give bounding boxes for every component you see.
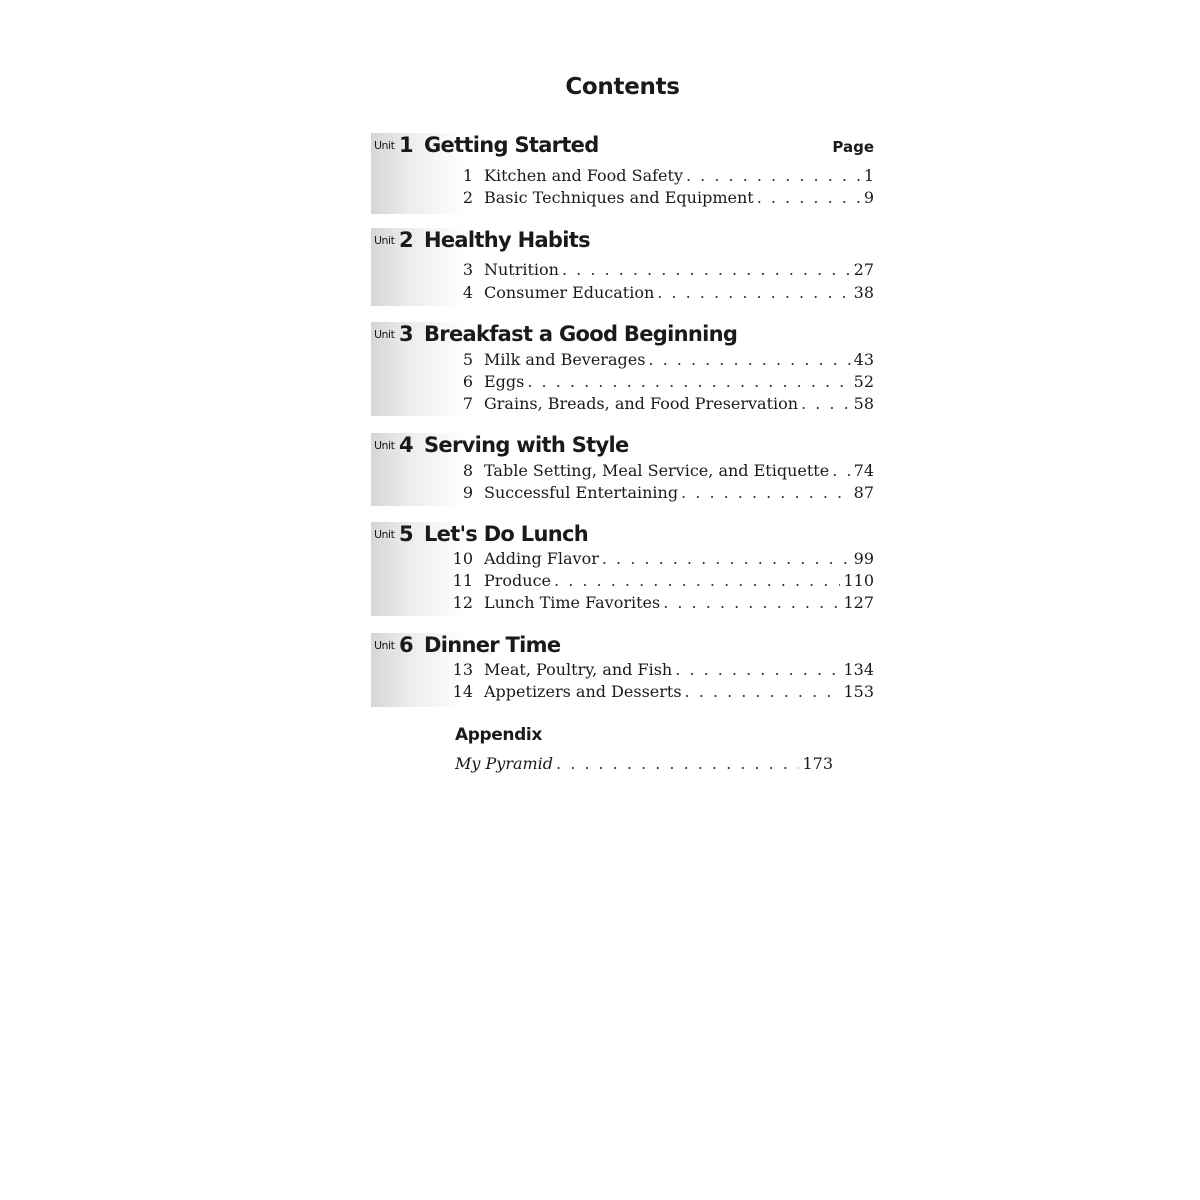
chapter-number: 8	[462, 461, 473, 480]
chapter-title: Basic Techniques and Equipment	[484, 188, 754, 207]
page-title: Contents	[565, 74, 680, 100]
chapter-title: Eggs	[484, 372, 525, 391]
chapter-row[interactable]	[371, 549, 874, 571]
unit-tag: Unit	[374, 639, 395, 652]
unit-tag: Unit	[374, 528, 395, 541]
chapter-page: 99	[853, 549, 874, 568]
chapter-row[interactable]	[371, 682, 874, 704]
unit-number: 1	[399, 133, 414, 157]
dot-leader	[681, 483, 851, 502]
unit-number: 2	[399, 228, 414, 252]
chapter-title: Kitchen and Food Safety	[484, 166, 683, 185]
chapter-row[interactable]	[371, 593, 874, 615]
chapter-page: 87	[853, 483, 874, 502]
chapter-row[interactable]	[371, 571, 874, 593]
chapter-page: 38	[853, 283, 874, 302]
chapter-row[interactable]	[371, 283, 874, 305]
unit-number: 4	[399, 433, 414, 457]
unit-tag: Unit	[374, 328, 395, 341]
chapter-number: 5	[462, 350, 473, 369]
unit-block-2	[371, 228, 874, 306]
unit-number: 3	[399, 322, 414, 346]
dot-leader	[648, 350, 850, 369]
chapter-number: 4	[462, 283, 473, 302]
chapter-title: Appetizers and Desserts	[484, 682, 682, 701]
unit-tag: Unit	[374, 139, 395, 152]
chapter-page: 134	[843, 660, 874, 679]
chapter-row[interactable]	[371, 260, 874, 282]
dot-leader	[562, 260, 851, 279]
chapter-row[interactable]	[371, 188, 874, 210]
dot-leader	[602, 549, 851, 568]
chapter-page: 74	[853, 461, 874, 480]
chapter-number: 10	[452, 549, 473, 568]
chapter-page: 1	[863, 166, 874, 185]
unit-block-4	[371, 433, 874, 506]
chapter-title: Grains, Breads, and Food Preservation	[484, 394, 799, 413]
unit-tag: Unit	[374, 439, 395, 452]
chapter-page: 52	[853, 372, 874, 391]
chapter-title: Table Setting, Meal Service, and Etiquette	[484, 461, 830, 480]
chapter-page: 110	[843, 571, 874, 590]
unit-title: Let's Do Lunch	[424, 522, 588, 546]
page-column-header: Page	[832, 138, 874, 156]
chapter-number: 12	[452, 593, 473, 612]
chapter-number: 13	[452, 660, 473, 679]
chapter-page: 43	[853, 350, 874, 369]
dot-leader	[675, 660, 840, 679]
chapter-title: Nutrition	[484, 260, 559, 279]
chapter-title: Adding Flavor	[484, 549, 599, 568]
chapter-page: 127	[843, 593, 874, 612]
appendix-entry-title: My Pyramid	[455, 754, 554, 773]
unit-block-3	[371, 322, 874, 416]
dot-leader	[832, 461, 850, 480]
chapter-row[interactable]	[371, 372, 874, 394]
chapter-number: 14	[452, 682, 473, 701]
unit-title: Breakfast a Good Beginning	[424, 322, 738, 346]
chapter-page: 58	[853, 394, 874, 413]
unit-block-6	[371, 633, 874, 707]
dot-leader	[686, 166, 861, 185]
chapter-row[interactable]	[371, 660, 874, 682]
chapter-title: Consumer Education	[484, 283, 655, 302]
unit-block-5	[371, 522, 874, 616]
unit-block-1	[371, 133, 874, 214]
dot-leader	[554, 571, 840, 590]
dot-leader	[556, 754, 799, 773]
chapter-number: 7	[462, 394, 473, 413]
appendix-entry-page: 173	[802, 754, 833, 773]
unit-title: Dinner Time	[424, 633, 561, 657]
dot-leader	[685, 682, 841, 701]
chapter-number: 1	[462, 166, 473, 185]
dot-leader	[663, 593, 840, 612]
chapter-number: 9	[462, 483, 473, 502]
unit-title: Getting Started	[424, 133, 599, 157]
chapter-page: 9	[863, 188, 874, 207]
unit-number: 5	[399, 522, 414, 546]
chapter-row[interactable]	[371, 461, 874, 483]
dot-leader	[527, 372, 850, 391]
dot-leader	[757, 188, 861, 207]
unit-tag: Unit	[374, 234, 395, 247]
chapter-title: Produce	[484, 571, 552, 590]
chapter-row[interactable]	[371, 166, 874, 188]
appendix-entry[interactable]	[455, 754, 833, 773]
chapter-number: 6	[462, 372, 473, 391]
chapter-number: 11	[452, 571, 473, 590]
chapter-row[interactable]	[371, 483, 874, 505]
chapter-page: 27	[853, 260, 874, 279]
appendix-heading: Appendix	[455, 725, 542, 745]
chapter-title: Lunch Time Favorites	[484, 593, 661, 612]
chapter-title: Meat, Poultry, and Fish	[484, 660, 673, 679]
chapter-number: 3	[462, 260, 473, 279]
chapter-row[interactable]	[371, 350, 874, 372]
unit-title: Serving with Style	[424, 433, 629, 457]
dot-leader	[801, 394, 851, 413]
chapter-page: 153	[843, 682, 874, 701]
dot-leader	[657, 283, 850, 302]
chapter-title: Milk and Beverages	[484, 350, 646, 369]
chapter-title: Successful Entertaining	[484, 483, 679, 502]
chapter-row[interactable]	[371, 394, 874, 416]
unit-title: Healthy Habits	[424, 228, 590, 252]
unit-number: 6	[399, 633, 414, 657]
chapter-number: 2	[462, 188, 473, 207]
